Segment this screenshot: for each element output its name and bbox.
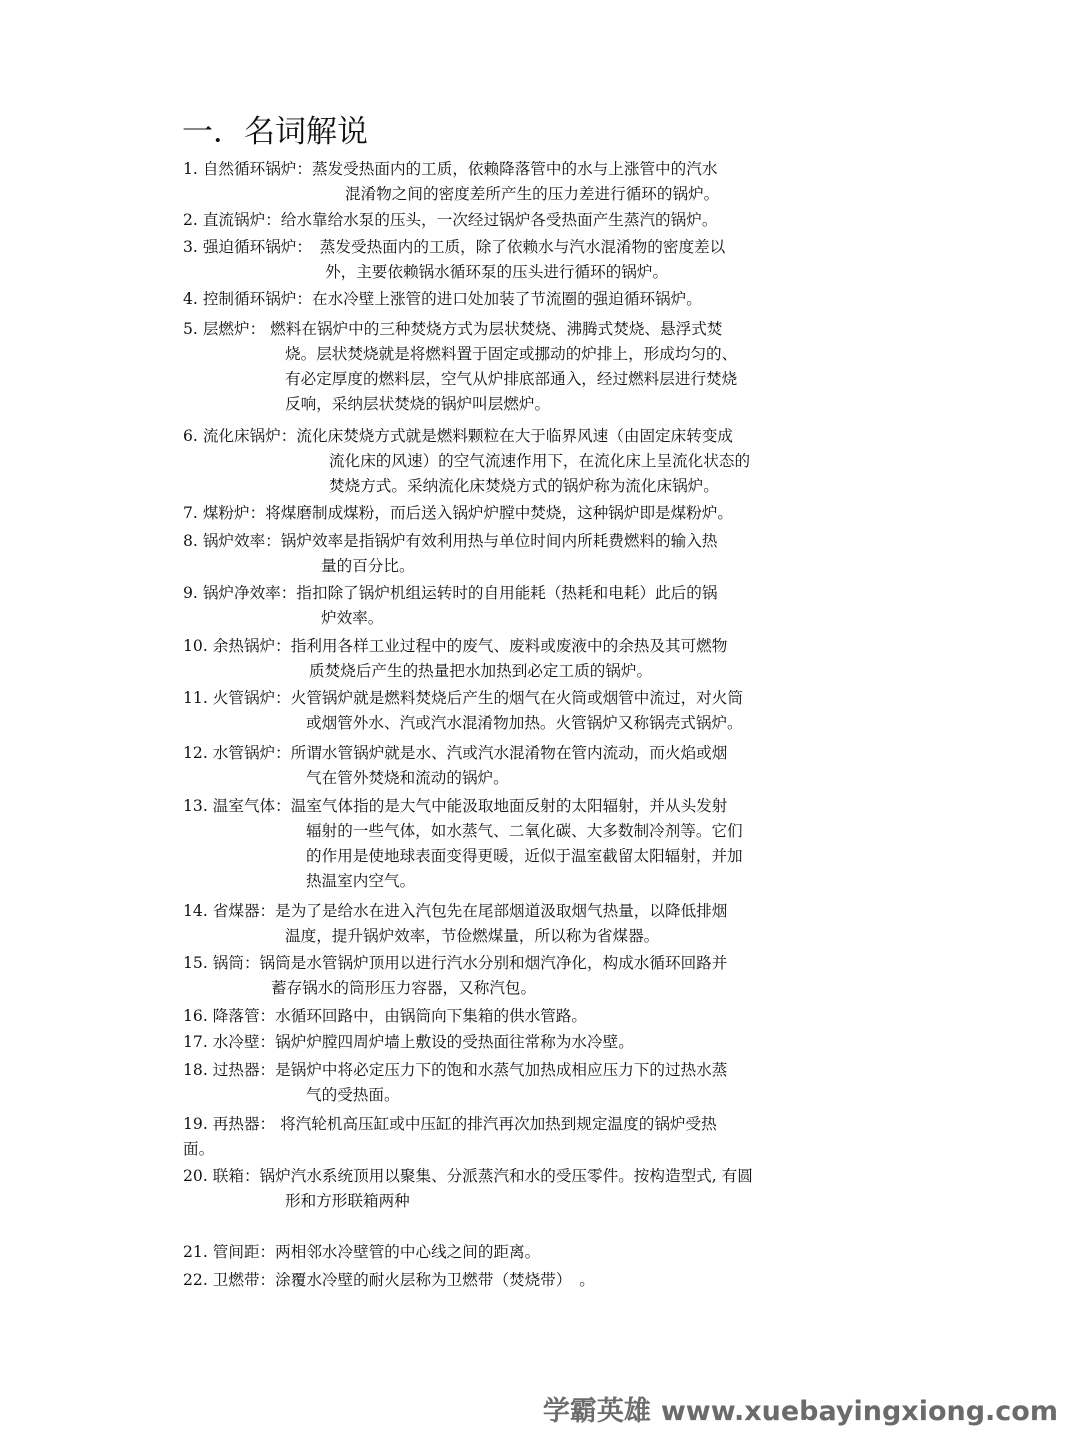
term-11	[183, 686, 743, 736]
term-text: 1. 自然循环锅炉：蒸发受热面内的工质，依赖降落管中的水与上涨管中的汽水	[183, 160, 718, 178]
term-text: 18. 过热器：是锅炉中将必定压力下的饱和水蒸气加热成相应压力下的过热水蒸	[183, 1061, 728, 1079]
term-text: 5. 层燃炉： 燃料在锅炉中的三种焚烧方式为层状焚烧、沸腾式焚烧、悬浮式焚	[183, 320, 723, 338]
term-text: 2. 直流锅炉：给水靠给水泵的压头，一次经过锅炉各受热面产生蒸汽的锅炉。	[183, 211, 718, 229]
term-13	[183, 794, 743, 894]
term-text: 12. 水管锅炉：所谓水管锅炉就是水、汽或汽水混淆物在管内流动，而火焰或烟	[183, 744, 728, 762]
term-text: 8. 锅炉效率：锅炉效率是指锅炉有效利用热与单位时间内所耗费燃料的输入热	[183, 532, 718, 550]
term-text: 形和方形联箱两种	[285, 1192, 410, 1210]
term-22	[183, 1268, 595, 1293]
term-text: 13. 温室气体：温室气体指的是大气中能汲取地面反射的太阳辐射，并从头发射	[183, 797, 728, 815]
term-text: 热温室内空气。	[306, 872, 416, 890]
term-1	[183, 157, 719, 207]
term-16	[183, 1004, 587, 1029]
term-text: 17. 水冷壁：锅炉炉膛四周炉墙上敷设的受热面往常称为水冷壁。	[183, 1033, 634, 1051]
term-9	[183, 581, 717, 631]
watermark-brand: 学霸英雄	[542, 1396, 651, 1427]
term-text: 混淆物之间的密度差所产生的压力差进行循环的锅炉。	[345, 185, 720, 203]
term-19	[183, 1112, 717, 1162]
term-15	[183, 951, 727, 1001]
term-21	[183, 1240, 540, 1265]
term-text: 19. 再热器： 将汽轮机高压缸或中压缸的排汽再次加热到规定温度的锅炉受热	[183, 1115, 717, 1133]
term-6	[183, 424, 750, 499]
term-text: 14. 省煤器：是为了是给水在进入汽包先在尾部烟道汲取烟气热量，以降低排烟	[183, 902, 728, 920]
term-text: 21. 管间距：两相邻水冷壁管的中心线之间的距离。	[183, 1243, 541, 1261]
term-text: 面。	[183, 1140, 215, 1158]
term-text: 质焚烧后产生的热量把水加热到必定工质的锅炉。	[309, 662, 653, 680]
term-text: 22. 卫燃带：涂覆水冷壁的耐火层称为卫燃带（焚烧带） 。	[183, 1271, 595, 1289]
watermark-url: www.xuebayingxiong.com	[660, 1396, 1058, 1427]
term-20	[183, 1164, 753, 1214]
term-text: 反响，采纳层状焚烧的锅炉叫层燃炉。	[285, 395, 551, 413]
term-text: 气在管外焚烧和流动的锅炉。	[306, 769, 509, 787]
term-5	[183, 317, 737, 417]
term-17	[183, 1030, 634, 1055]
term-text: 焚烧方式。采纳流化床焚烧方式的锅炉称为流化床锅炉。	[329, 477, 719, 495]
watermark	[543, 1389, 1058, 1428]
page-title: 一．名词解说	[182, 114, 368, 150]
term-text: 炉效率。	[321, 609, 384, 627]
term-10	[183, 634, 727, 684]
term-4	[183, 287, 702, 312]
term-text: 11. 火管锅炉：火管锅炉就是燃料焚烧后产生的烟气在火筒或烟管中流过，对火筒	[183, 689, 743, 707]
term-text: 辐射的一些气体，如水蒸气、二氧化碳、大多数制冷剂等。它们	[306, 822, 743, 840]
term-text: 流化床的风速）的空气流速作用下，在流化床上呈流化状态的	[329, 452, 751, 470]
term-2	[183, 208, 717, 233]
term-text: 的作用是使地球表面变得更暖，近似于温室截留太阳辐射，并加	[306, 847, 743, 865]
term-18	[183, 1058, 727, 1108]
term-text: 或烟管外水、汽或汽水混淆物加热。火管锅炉又称锅壳式锅炉。	[306, 714, 743, 732]
term-text: 有必定厚度的燃料层，空气从炉排底部通入，经过燃料层进行焚烧	[285, 370, 738, 388]
term-text: 16. 降落管：水循环回路中，由锅筒向下集箱的供水管路。	[183, 1007, 588, 1025]
term-text: 量的百分比。	[321, 557, 415, 575]
term-14	[183, 899, 727, 949]
term-text: 温度，提升锅炉效率，节俭燃煤量，所以称为省煤器。	[285, 927, 660, 945]
term-text: 蓄存锅水的筒形压力容器，又称汽包。	[271, 979, 537, 997]
term-text: 4. 控制循环锅炉：在水冷壁上涨管的进口处加装了节流圈的强迫循环锅炉。	[183, 290, 702, 308]
term-text: 烧。层状焚烧就是将燃料置于固定或挪动的炉排上，形成均匀的、	[285, 345, 738, 363]
term-12	[183, 741, 727, 791]
term-text: 气的受热面。	[306, 1086, 400, 1104]
term-7	[183, 501, 733, 526]
term-text: 3. 强迫循环锅炉： 蒸发受热面内的工质，除了依赖水与汽水混淆物的密度差以	[183, 238, 726, 256]
term-text: 7. 煤粉炉：将煤磨制成煤粉，而后送入锅炉炉膛中焚烧，这种锅炉即是煤粉炉。	[183, 504, 734, 522]
term-text: 9. 锅炉净效率：指扣除了锅炉机组运转时的自用能耗（热耗和电耗）此后的锅	[183, 584, 718, 602]
term-text: 外，主要依赖锅水循环泵的压头进行循环的锅炉。	[325, 263, 669, 281]
term-3	[183, 235, 725, 285]
term-text: 20. 联箱：锅炉汽水系统顶用以聚集、分派蒸汽和水的受压零件。按构造型式, 有圆	[183, 1167, 753, 1185]
term-text: 10. 余热锅炉：指利用各样工业过程中的废气、废料或废液中的余热及其可燃物	[183, 637, 728, 655]
term-text: 6. 流化床锅炉：流化床焚烧方式就是燃料颗粒在大于临界风速（由固定床转变成	[183, 427, 734, 445]
term-text: 15. 锅筒：锅筒是水管锅炉顶用以进行汽水分别和烟汽净化，构成水循环回路并	[183, 954, 728, 972]
term-8	[183, 529, 717, 579]
